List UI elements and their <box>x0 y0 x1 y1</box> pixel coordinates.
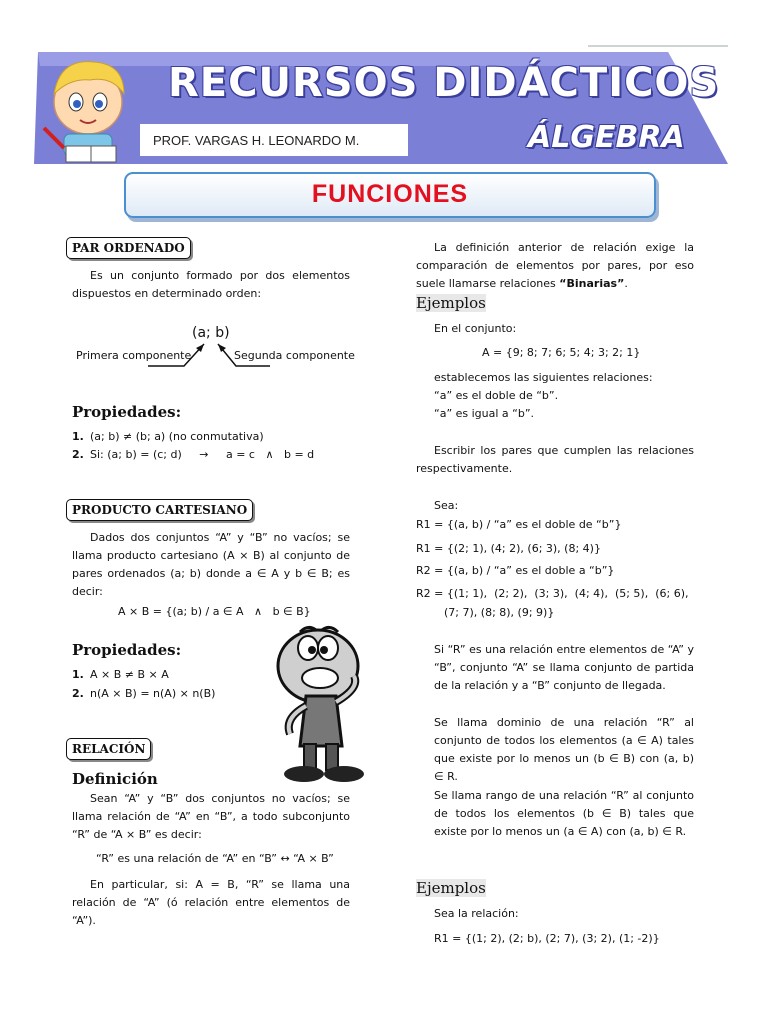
binarias-term: “Binarias” <box>559 277 625 290</box>
write-pairs-instruction: Escribir los pares que cumplen las relaciones respectivamente. <box>416 444 694 475</box>
producto-definition: Dados dos conjuntos “A” y “B” no vacíos; se llama producto cartesiano (A × B) al conjunto de pares ordenados (a; b) donde a ∈ A y b ∈ B; es decir: <box>72 531 350 598</box>
prod-prop2-number: 2. <box>72 687 84 700</box>
rango-paragraph: Se llama rango de una relación “R” al conjunto de todos los elementos (b ∈ B) tales que existe por lo menos un (a ∈ A) con (a, b) ∈ R. <box>434 789 694 838</box>
relations-intro: establecemos las siguientes relaciones: <box>434 371 653 384</box>
tag-producto-cartesiano: PRODUCTO CARTESIANO <box>66 499 253 521</box>
par-ordenado-definition: Es un conjunto formado por dos elementos dispuestos en determinado orden: <box>72 269 350 300</box>
teacher-name: PROF. VARGAS H. LEONARDO M. <box>153 133 360 148</box>
r2-values-line1: R2 = {(1; 1), (2; 2), (3; 3), (4; 4), (5; 5), (6; 6), <box>416 587 689 600</box>
r1-values: R1 = {(2; 1), (4; 2), (6; 3), (8; 4)} <box>416 542 601 555</box>
set-label: En el conjunto: <box>434 322 517 335</box>
partida-paragraph: Si “R” es una relación entre elementos de “A” y “B”, conjunto “A” se llama conjunto de partida de la relación y a “B” conjunto de llegada. <box>434 643 694 692</box>
relacion-particular: En particular, si: A = B, “R” se llama una relación de “A” (ó relación entre elementos de “A”). <box>72 878 350 927</box>
properties-heading-2: Propiedades: <box>72 641 182 659</box>
tag-par-ordenado: PAR ORDENADO <box>66 237 191 259</box>
first-component-label: Primera componente <box>76 349 192 362</box>
prop2-number: 2. <box>72 448 84 461</box>
r2-values-line2: (7; 7), (8; 8), (9; 9)} <box>444 606 555 619</box>
intro-paragraph: La definición anterior de relación exige la comparación de elementos por pares, por eso suele llamarse relaciones “Binarias”. <box>416 241 694 290</box>
examples-heading-2: Ejemplos <box>416 879 486 897</box>
second-component-label: Segunda componente <box>234 349 355 362</box>
sea-label: Sea: <box>434 499 459 512</box>
relation-example-values: R1 = {(1; 2), (2; b), (2; 7), (3; 2), (1; -2)} <box>434 932 660 945</box>
pair-notation: (a; b) <box>192 325 230 341</box>
prod-prop1-text: A × B ≠ B × A <box>90 668 169 681</box>
prod-prop2-text: n(A × B) = n(A) × n(B) <box>90 687 216 700</box>
relation-example-label: Sea la relación: <box>434 907 519 920</box>
producto-formula: A × B = {(a; b) / a ∈ A ∧ b ∈ B} <box>118 605 311 618</box>
examples-heading-1: Ejemplos <box>416 294 486 312</box>
r2-definition: R2 = {(a, b) / “a” es el doble a “b”} <box>416 564 615 577</box>
relacion-formula: “R” es una relación de “A” en “B” ↔ “A × B” <box>96 852 334 865</box>
dominio-paragraph: Se llama dominio de una relación “R” al conjunto de todos los elementos (a ∈ A) tales que existe por lo menos un (b ∈ B) con (a, b) ∈ R. <box>434 716 694 783</box>
thinking-character-illustration <box>270 618 372 786</box>
prop1-number: 1. <box>72 430 84 443</box>
r1-definition: R1 = {(a, b) / “a” es el doble de “b”} <box>416 518 622 531</box>
relation-a: “a” es el doble de “b”. <box>434 389 559 402</box>
definition-heading: Definición <box>72 770 158 788</box>
prop2-text: Si: (a; b) = (c; d) → a = c ∧ b = d <box>90 448 315 461</box>
student-boy-illustration <box>36 50 140 166</box>
subject-label: ÁLGEBRA <box>528 120 685 155</box>
relation-b: “a” es igual a “b”. <box>434 407 535 420</box>
prop1-text: (a; b) ≠ (b; a) (no conmutativa) <box>90 430 264 443</box>
tag-relacion: RELACIÓN <box>66 738 151 760</box>
set-definition: A = {9; 8; 7; 6; 5; 4; 3; 2; 1} <box>482 346 641 359</box>
page-title: FUNCIONES <box>311 180 469 208</box>
header-title: RECURSOS DIDÁCTICOS <box>168 60 720 106</box>
relacion-definition: Sean “A” y “B” dos conjuntos no vacíos; se llama relación de “A” en “B”, a todo subconjunto “R” de “A × B” es decir: <box>72 792 350 841</box>
properties-heading-1: Propiedades: <box>72 403 182 421</box>
prod-prop1-number: 1. <box>72 668 84 681</box>
